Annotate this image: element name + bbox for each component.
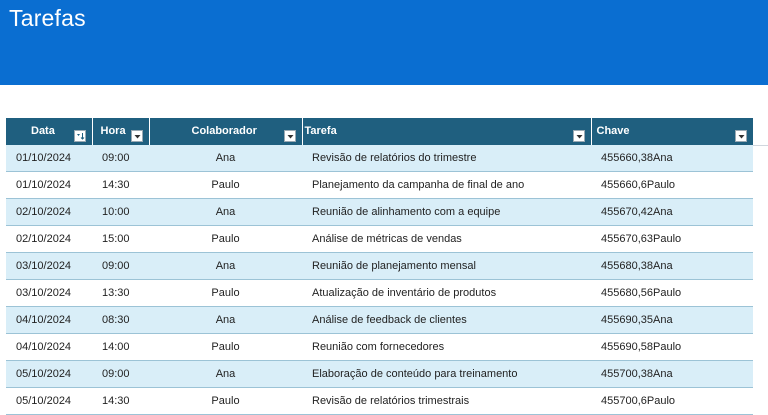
cell-hora[interactable]: 08:30 bbox=[92, 307, 149, 334]
cell-colaborador[interactable]: Ana bbox=[149, 145, 302, 172]
cell-hora[interactable]: 14:00 bbox=[92, 334, 149, 361]
cell-tarefa[interactable]: Planejamento da campanha de final de ano bbox=[302, 172, 591, 199]
table-row[interactable] bbox=[6, 307, 753, 334]
cell-hora[interactable]: 14:30 bbox=[92, 172, 149, 199]
cell-hora[interactable]: 10:00 bbox=[92, 199, 149, 226]
cell-chave[interactable]: 455660,6Paulo bbox=[591, 172, 753, 199]
cell-colaborador[interactable]: Paulo bbox=[149, 280, 302, 307]
cell-colaborador[interactable]: Ana bbox=[149, 307, 302, 334]
cell-hora[interactable]: 14:30 bbox=[92, 388, 149, 415]
cell-tarefa[interactable]: Análise de feedback de clientes bbox=[302, 307, 591, 334]
sorted-filter-icon[interactable] bbox=[74, 130, 86, 142]
table-row[interactable] bbox=[6, 280, 753, 307]
cell-colaborador[interactable]: Ana bbox=[149, 253, 302, 280]
dropdown-filter-icon[interactable] bbox=[735, 130, 747, 142]
cell-data[interactable]: 05/10/2024 bbox=[6, 388, 92, 415]
cell-hora[interactable]: 09:00 bbox=[92, 361, 149, 388]
cell-hora[interactable]: 15:00 bbox=[92, 226, 149, 253]
cell-hora[interactable]: 09:00 bbox=[92, 253, 149, 280]
page-title: Tarefas bbox=[9, 5, 86, 31]
table-row[interactable] bbox=[6, 334, 753, 361]
column-header-label: Colaborador bbox=[191, 125, 257, 137]
cell-chave[interactable]: 455700,38Ana bbox=[591, 361, 753, 388]
cell-chave[interactable]: 455670,63Paulo bbox=[591, 226, 753, 253]
column-header-colaborador[interactable] bbox=[149, 118, 302, 145]
cell-data[interactable]: 04/10/2024 bbox=[6, 334, 92, 361]
table-row[interactable] bbox=[6, 361, 753, 388]
cell-tarefa[interactable]: Atualização de inventário de produtos bbox=[302, 280, 591, 307]
cell-tarefa[interactable]: Reunião com fornecedores bbox=[302, 334, 591, 361]
title-banner bbox=[0, 0, 768, 85]
cell-data[interactable]: 03/10/2024 bbox=[6, 280, 92, 307]
table-row[interactable] bbox=[6, 388, 753, 415]
cell-colaborador[interactable]: Ana bbox=[149, 199, 302, 226]
cell-tarefa[interactable]: Revisão de relatórios do trimestre bbox=[302, 145, 591, 172]
cell-tarefa[interactable]: Reunião de planejamento mensal bbox=[302, 253, 591, 280]
cell-data[interactable]: 05/10/2024 bbox=[6, 361, 92, 388]
dropdown-filter-icon[interactable] bbox=[284, 130, 296, 142]
cell-data[interactable]: 02/10/2024 bbox=[6, 199, 92, 226]
column-header-data[interactable] bbox=[6, 118, 92, 145]
cell-colaborador[interactable]: Paulo bbox=[149, 172, 302, 199]
column-header-hora[interactable] bbox=[92, 118, 149, 145]
cell-chave[interactable]: 455690,35Ana bbox=[591, 307, 753, 334]
table-row[interactable] bbox=[6, 145, 753, 172]
cell-chave[interactable]: 455700,6Paulo bbox=[591, 388, 753, 415]
cell-hora[interactable]: 13:30 bbox=[92, 280, 149, 307]
cell-data[interactable]: 02/10/2024 bbox=[6, 226, 92, 253]
column-header-chave[interactable] bbox=[591, 118, 753, 145]
cell-hora[interactable]: 09:00 bbox=[92, 145, 149, 172]
cell-tarefa[interactable]: Elaboração de conteúdo para treinamento bbox=[302, 361, 591, 388]
column-header-label: Hora bbox=[100, 125, 126, 137]
dropdown-filter-icon[interactable] bbox=[573, 130, 585, 142]
cell-data[interactable]: 01/10/2024 bbox=[6, 145, 92, 172]
cell-data[interactable]: 04/10/2024 bbox=[6, 307, 92, 334]
cell-chave[interactable]: 455690,58Paulo bbox=[591, 334, 753, 361]
gridline bbox=[753, 145, 768, 146]
column-header-tarefa[interactable] bbox=[302, 118, 591, 145]
table-row[interactable] bbox=[6, 172, 753, 199]
table-row[interactable] bbox=[6, 199, 753, 226]
cell-colaborador[interactable]: Ana bbox=[149, 361, 302, 388]
cell-tarefa[interactable]: Análise de métricas de vendas bbox=[302, 226, 591, 253]
cell-data[interactable]: 01/10/2024 bbox=[6, 172, 92, 199]
cell-chave[interactable]: 455670,42Ana bbox=[591, 199, 753, 226]
column-header-label: Chave bbox=[596, 125, 630, 137]
cell-colaborador[interactable]: Paulo bbox=[149, 226, 302, 253]
cell-colaborador[interactable]: Paulo bbox=[149, 334, 302, 361]
cell-colaborador[interactable]: Paulo bbox=[149, 388, 302, 415]
cell-chave[interactable]: 455680,38Ana bbox=[591, 253, 753, 280]
column-header-label: Tarefa bbox=[304, 125, 337, 137]
cell-chave[interactable]: 455660,38Ana bbox=[591, 145, 753, 172]
column-header-label: Data bbox=[31, 125, 55, 137]
cell-tarefa[interactable]: Revisão de relatórios trimestrais bbox=[302, 388, 591, 415]
cell-tarefa[interactable]: Reunião de alinhamento com a equipe bbox=[302, 199, 591, 226]
table-row[interactable] bbox=[6, 253, 753, 280]
table-row[interactable] bbox=[6, 226, 753, 253]
cell-chave[interactable]: 455680,56Paulo bbox=[591, 280, 753, 307]
cell-data[interactable]: 03/10/2024 bbox=[6, 253, 92, 280]
tasks-table bbox=[6, 118, 753, 415]
dropdown-filter-icon[interactable] bbox=[131, 130, 143, 142]
header-row bbox=[6, 118, 753, 145]
